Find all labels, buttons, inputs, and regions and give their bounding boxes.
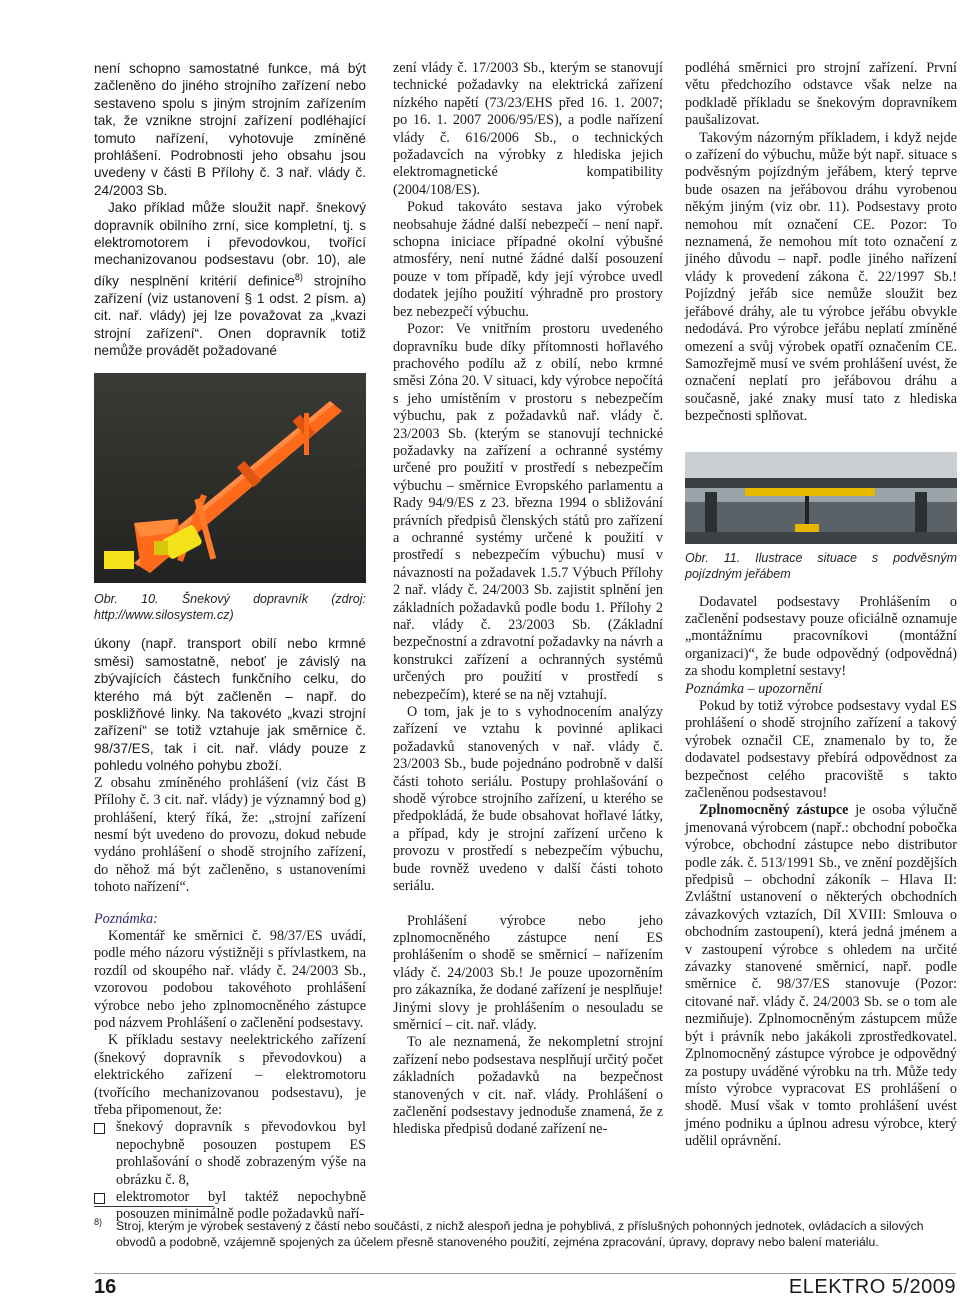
- paragraph: Pozor: Ve vnitřním prostoru uvedeného dopravníku bude díky přítomnosti hořlavého prachového podílu až z obilí, nebo krmné směsi Zóna 20. V situaci, kdy výrobce nepočítá s jeho umístěním v prostoru s nebezpečím výbuchu, pak z požadavků nař. vlády č. 23/2003 Sb. (kterým se stanovují technické požadavky na zařízení a ochranné systémy určené pro použití v prostředí s nebezpečím výbuchu – směrnice Evropského parlamentu a Rady 94/9/ES z 23. března 1994 o sbližování právních předpisů členských států pro zařízení a ochranné systémy určené k použití v prostředí s nebezpečím výbuchu) musí v návaznosti na požadavek 1.5.7 Výbuch Přílohy 2 nař. vlády č. 24/2003 Sb. zajistit splnění jen základních požadavků podle bodu 1. Přílohy 2 nař. vlády č. 23/2003 Sb. (Základní bezpečnostní a zdravotní požadavky na návrh a konstrukci zařízení a ochranných systémů určených pro použití v prostředí s nebezpečím), které se na něj vztahují.: [393, 321, 663, 703]
- paragraph: Prohlášení výrobce nebo jeho zplnomocněného zástupce není ES prohlášením o shodě se směrnicí – nařízením vlády č. 24/2003 Sb.! Je pouze upozorněním pro zákazníka, že dodané zařízení je nesplňuje! Jinými slovy je prohlášením o nesouladu se směrnicí – cit. nař. vlády.: [393, 912, 663, 1033]
- paragraph: úkony (např. transport obilí nebo krmné směsi) samostatně, neboť je závislý na zbývajících částech funkčního celku, do kterého má být začleněn – např. do poskližňové linky. Na takovéto „kvazi strojní zařízení“ se totiž vztahuje jak směrnice č. 98/37/ES, tak i cit. nař. vlády pouze z pohledu volného pohybu zboží.: [94, 636, 366, 774]
- footnote-divider: [94, 1206, 214, 1207]
- overhead-crane-photo: [685, 452, 957, 544]
- magazine-issue: ELEKTRO 5/2009: [788, 1276, 956, 1298]
- paragraph: Komentář ke směrnici č. 98/37/ES uvádí, podle mého názoru výstižněji s přívlastkem, na rozdíl od skoupého nař. vlády č. 24/2003 Sb., vzorovou podobou takovéhoto prohlášení výrobce nebo jeho zplnomocněného zástupce pod názvem Prohlášení o začlenění podsestavy.: [94, 927, 366, 1031]
- list-item-text: elektromotor byl taktéž nepochybně posouzen minimálně podle požadavků naří-: [116, 1189, 366, 1223]
- note-heading: Poznámka – upozornění: [685, 680, 823, 697]
- paragraph: Dodavatel podsestavy Prohlášením o začlenění podsestavy pouze oficiálně oznamuje „montážnímu pracovníkovi (montážní organizaci)“, že bude odpovědný (odpovědná) za shodu kompletní sestavy!: [685, 593, 957, 680]
- figure-11-caption: Obr. 11. Ilustrace situace s podvěsným pojízdným jeřábem: [685, 550, 957, 581]
- checkbox-square-icon: [94, 1193, 105, 1204]
- footer-divider: [94, 1273, 956, 1274]
- text-span: strojního zařízení (viz ustanovení § 1 odst. 2 písm. a) cit. nař. vlády) jej lze považovat za „kvazi strojní zařízení“. Onen dopravník totiž nemůže provádět požadované: [94, 273, 367, 359]
- paragraph: To ale neznamená, že nekompletní strojní zařízení nebo podsestava nesplňují určitý počet základních požadavků na bezpečnost stanovených v cit. nař. vlády. Prohlášení o začlenění podsestavy jednoduše znamená, že z hlediska předpisů dodané zařízení ne-: [393, 1034, 663, 1138]
- paragraph: K příkladu sestavy neelektrického zařízení (šnekový dopravník s převodovkou) a elektrického zařízení – elektromotoru (tvořícího mechanizovanou podsestavu), je třeba připomenout, že:: [94, 1032, 366, 1118]
- checkbox-list: [94, 1119, 366, 1223]
- paragraph: Pokud takováto sestava jako výrobek neobsahuje žádné další nebezpečí – není např. schopna iniciace případné okolní výbušné atmosféry, není nutné žádné další posouzení pouze v tom případě, kdy její výrobce uvedl dodatek jejího použití výhradně pro prostory bez nebezpečí výbuchu.: [393, 199, 663, 320]
- note-heading: Poznámka:: [94, 910, 158, 927]
- figure-10-screw-conveyor: [94, 373, 366, 583]
- list-item: [94, 1119, 366, 1189]
- list-item-text: šnekový dopravník s převodovkou byl nepochybně posouzen postupem ES prohlašování o shodě zobrazeným výše na obrázku č. 8,: [116, 1119, 366, 1188]
- paragraph: zení vlády č. 17/2003 Sb., kterým se stanovují technické požadavky na elektrická zařízení nízkého napětí (73/23/EHS před 16. 1. 2007; po 16. 1. 2007 2006/95/ES), a podle nařízení vlády č. 616/2006 Sb., o technických požadavcích na výrobky z hlediska jejich elektromagnetické kompatibility (2004/108/ES).: [393, 60, 663, 198]
- footnote-ref: 8): [294, 271, 303, 282]
- paragraph: Takovým názorným příkladem, i když nejde o zařízení do výbuchu, může být např. situace s podvěsným pojízdným jeřábem, který teprve bude osazen na jeřábovou dráhu vyrobenou někým jiným (viz obr. 11). Podsestavy proto nemohou mít označení CE. Pozor: To neznamená, že nemohou mít toto označení z jiného důvodu – např. podle jiného nařízení vlády k provedení zákona č. 22/1997 Sb.! Pojízdný jeřáb sice nemůže sloužit bez jeřábové dráhy, ale tu výrobce jeřábu obvykle nedodává. Pro výrobce jeřábu neplatí zmíněné omezení a svůj výrobek opatří označením CE. Samozřejmě musí ve svém prohlášení uvést, že označení neplatí pro jeřábovou dráhu a současně, jaké znaky musí tato z hlediska bezpečnosti splňovat.: [685, 129, 957, 425]
- figure-11-overhead-crane: [685, 452, 957, 544]
- paragraph: Z obsahu zmíněného prohlášení (viz část B Přílohy č. 3 cit. nař. vlády) je významný bod g) prohlášení, který říká, že: „strojní zařízení nesmí být uvedeno do provozu, dokud nebude vydáno prohlášení o shodě strojního zařízení, do něhož má být začleněno, s ustanoveními tohoto nařízení“.: [94, 774, 366, 896]
- paragraph: Pokud by totiž výrobce podsestavy vydal ES prohlášení o shodě strojního zařízení a takový výrobek označil CE, znamenalo by to, že dodavatel podsestavy přebírá odpovědnost za bezpečnost celého pracoviště s takto začleněnou podsestavou!: [685, 697, 957, 801]
- column-3: [685, 60, 957, 1151]
- paragraph: [685, 802, 957, 1150]
- text-span: Jako příklad může sloužit např. šnekový dopravník obilního zrní, sice kompletní, tj. s elektromotorem i převodovkou, tvořící mechanizovanou podsestavu (obr. 10), ale díky nesplnění kritérií definice: [94, 200, 366, 289]
- footnote-marker: 8): [94, 1217, 103, 1227]
- paragraph: není schopno samostatné funkce, má být začleněno do jiného strojního zařízení nebo sestaveno spolu s jiným strojním zařízením tak, že vznikne strojní zařízení podléhající tomuto nařízení, vyhotovuje zmíněné prohlášení. Podrobnosti jeho obsahu jsou uvedeny v části B Přílohy č. 3 nař. vlády č. 24/2003 Sb.: [94, 61, 366, 198]
- paragraph: podléhá směrnici pro strojní zařízení. První větu předchozího odstavce však nelze na podkladě příkladu se šnekovým dopravníkem paušalizovat.: [685, 60, 957, 129]
- checkbox-square-icon: [94, 1123, 105, 1134]
- footnote-text: Stroj, kterým je výrobek sestavený z částí nebo součástí, z nichž alespoň jedna je pohyblivá, z příslušných pohonných jednotek, ovládacích a silových obvodů a podobně, vzájemně spojených za účelem přesně stanoveného použití, zejména zpracování, úpravy, dopravy nebo balení materiálu.: [116, 1219, 924, 1249]
- column-1: [94, 60, 366, 1224]
- bold-term: Zplnomocněný zástupce: [699, 802, 849, 819]
- paragraph: [94, 199, 366, 359]
- page-number: 16: [94, 1276, 117, 1298]
- text-span: je osoba výlučně jmenovaná výrobcem (např.: obchodní pobočka výrobce, obchodní zástupce nebo distributor podle zák. č. 513/1991 Sb., ve znění pozdějších předpisů – obchodní zákoník – Hlava II: Zvláštní ustanovení o některých obchodních závazkových vztazích, Díl XVIII: Smlouva o obchodním zastoupení), která jedná jménem a v zastoupení výrobce s ohledem na určité závazky stanovené směrnicí, např. podle směrnice č. 98/37/ES stanovuje (Pozor: citované nař. vlády č. 24/2003 Sb. se o tom ale nezmiňuje). Zplnomocněným zástupcem může být i právník nebo jakákoli zprostředkovatel. Zplnomocněný zástupce výrobce je odpovědný za postupy uváděné výrobku na trh. Může tedy místo výrobce vypracovat ES prohlášení o shodě. Musí však v tomto prohlášení uvést jméno podniku a úplnou adresu výrobce, který udělil oprávnění.: [685, 802, 958, 1150]
- screw-conveyor-photo: [94, 373, 366, 583]
- column-2: [393, 60, 663, 1139]
- paragraph: O tom, jak je to s vyhodnocením analýzy zařízení ve vztahu k povinné aplikaci požadavků stanovených v nař. vlády č. 23/2003 Sb., bude pojednáno podrobně v další části tohoto seriálu. Postupy prohlašování o shodě výrobce strojního zařízení, u kterého se předpokládá, že bude obsahovat hořlavé látky, a případ, kdy je strojní zařízení určeno k provozu v prostředí s nebezpečím výbuchu, bude rovněž uvedeno v další části tohoto seriálu.: [393, 704, 663, 895]
- footnote: [94, 1218, 958, 1250]
- figure-10-caption: Obr. 10. Šnekový dopravník (zdroj: http://www.silosystem.cz): [94, 592, 366, 623]
